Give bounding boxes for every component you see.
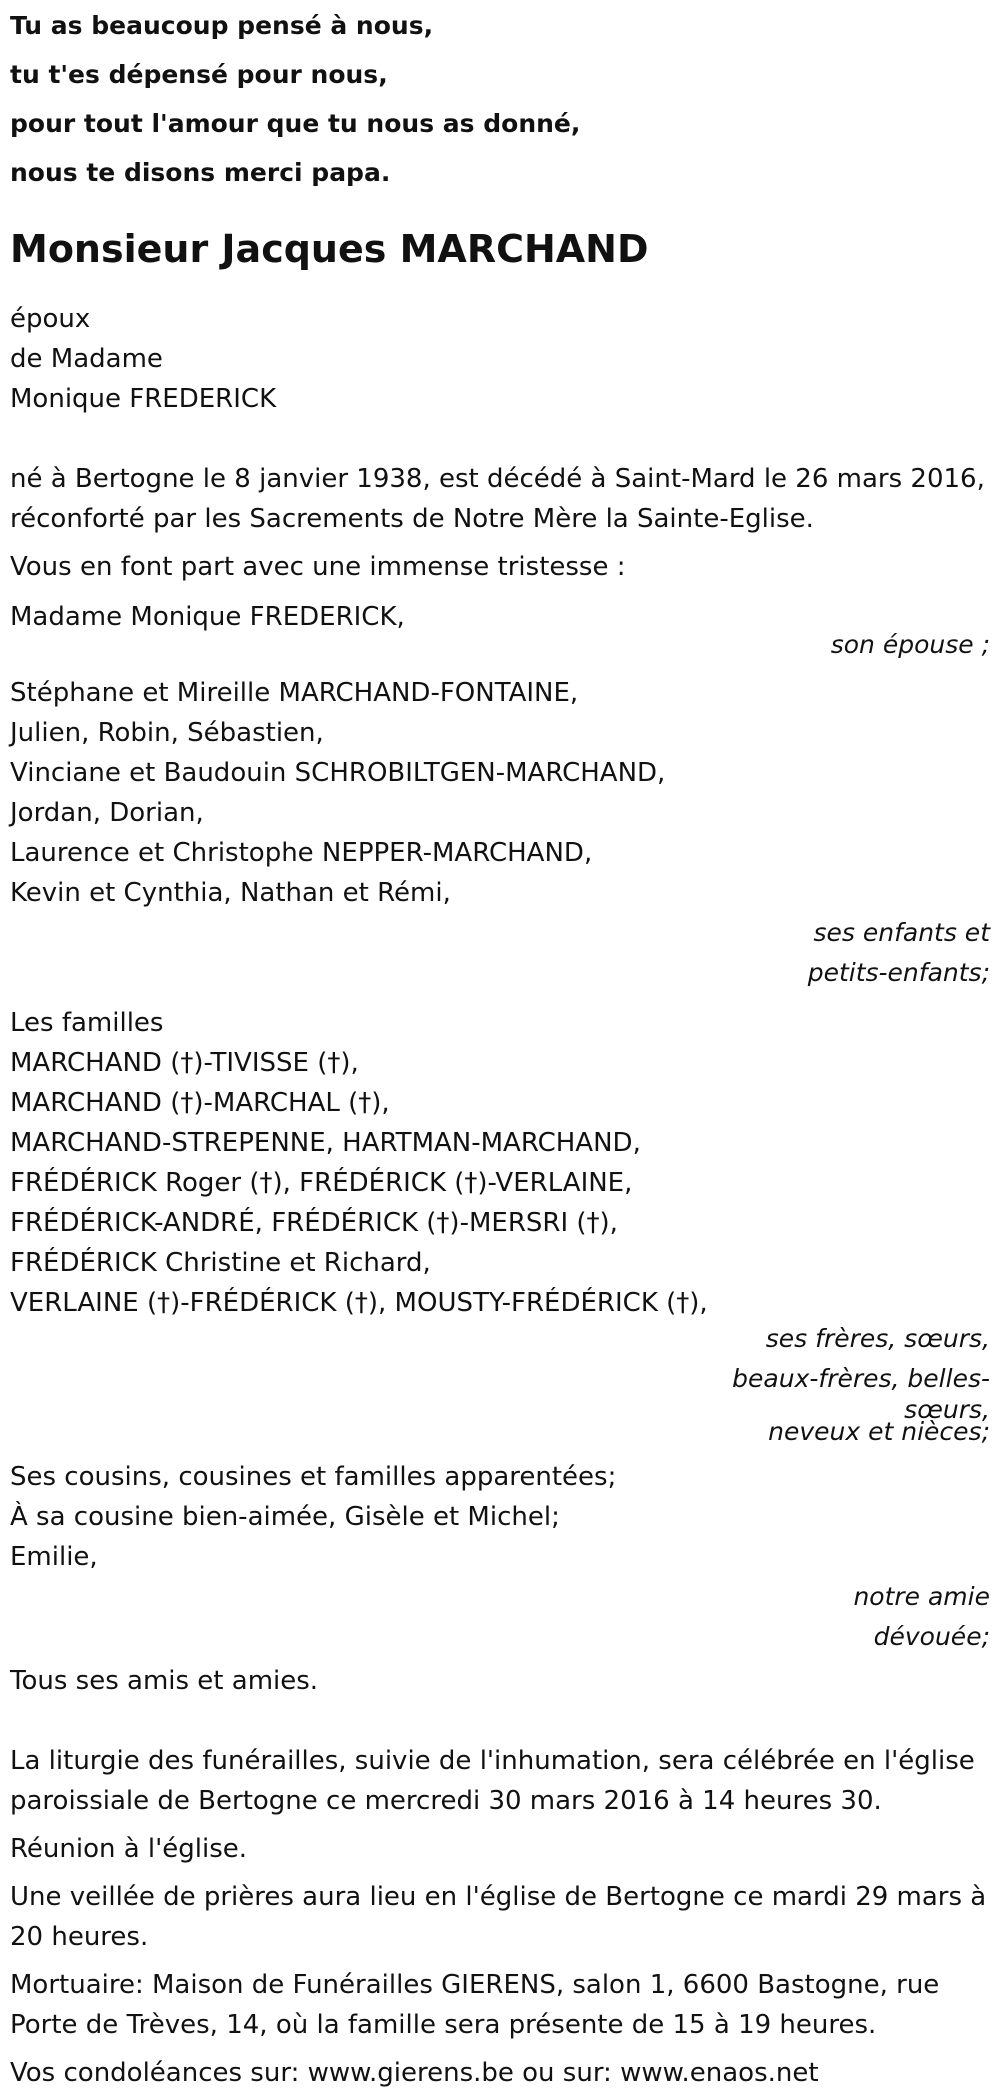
condolences-info: Vos condoléances sur: www.gierens.be ou sur: www.enaos.net (10, 2058, 819, 2088)
children-role: ses enfants et (813, 918, 990, 947)
family-line: Les familles (10, 1008, 164, 1038)
cousin-line: Emilie, (10, 1542, 98, 1572)
family-line: FRÉDÉRICK-ANDRÉ, FRÉDÉRICK (†)-MERSRI (†), (10, 1208, 618, 1238)
spouse-line: époux (10, 304, 91, 334)
birth-death-line: réconforté par les Sacrements de Notre Mère la Sainte-Eglise. (10, 504, 814, 534)
spouse-line: de Madame (10, 344, 163, 374)
wife-name: Madame Monique FREDERICK, (10, 602, 405, 632)
child-line: Kevin et Cynthia, Nathan et Rémi, (10, 878, 451, 908)
wife-entry (10, 597, 990, 665)
children-role: petits-enfants; (807, 958, 990, 987)
mortuary-info: Mortuaire: Maison de Funérailles GIERENS, salon 1, 6600 Bastogne, rue Porte de Trèves, 14, où la famille sera présente de 15 à 19 heures. (10, 1970, 940, 2040)
family-line: VERLAINE (†)-FRÉDÉRICK (†), MOUSTY-FRÉDÉRICK (†), (10, 1288, 708, 1318)
obituary-notice (10, 0, 990, 2093)
ceremony-info: La liturgie des funérailles, suivie de l'inhumation, sera célébrée en l'église paroissiale de Bertogne ce mercredi 30 mars 2016 à 14 heures 30. (10, 1746, 975, 1816)
cousins-entry (10, 1457, 990, 1657)
families-entry (10, 1003, 990, 1445)
child-line: Laurence et Christophe NEPPER-MARCHAND, (10, 838, 593, 868)
cousin-line: Ses cousins, cousines et familles apparentées; (10, 1462, 617, 1492)
family-line: MARCHAND-STREPENNE, HARTMAN-MARCHAND, (10, 1128, 641, 1158)
spouse-info (10, 299, 990, 419)
friends-line: Tous ses amis et amies. (10, 1666, 319, 1696)
meeting-info: Réunion à l'église. (10, 1834, 248, 1864)
families-role: beaux-frères, belles- (732, 1364, 990, 1393)
children-entry (10, 673, 990, 993)
vigil-info: Une veillée de prières aura lieu en l'église de Bertogne ce mardi 29 mars à 20 heures. (10, 1882, 987, 1952)
friend-role: notre amie (853, 1582, 990, 1611)
poem-line: pour tout l'amour que tu nous as donné, (10, 109, 581, 138)
deceased-name: Monsieur Jacques MARCHAND (10, 227, 649, 271)
dedication-poem (10, 0, 990, 197)
family-line: MARCHAND (†)-TIVISSE (†), (10, 1048, 359, 1078)
spouse-line: Monique FREDERICK (10, 384, 277, 414)
child-line: Jordan, Dorian, (10, 798, 204, 828)
poem-line: nous te disons merci papa. (10, 158, 391, 187)
family-line: FRÉDÉRICK Christine et Richard, (10, 1248, 431, 1278)
wife-role: son épouse ; (830, 630, 990, 659)
families-role-last: neveux et nièces; (768, 1417, 990, 1446)
announcement: Vous en font part avec une immense tristesse : (10, 552, 626, 582)
friend-role: dévouée; (873, 1622, 990, 1651)
family-line: FRÉDÉRICK Roger (†), FRÉDÉRICK (†)-VERLAINE, (10, 1168, 633, 1198)
families-role: ses frères, sœurs, (765, 1324, 990, 1353)
child-line: Julien, Robin, Sébastien, (10, 718, 324, 748)
child-line: Stéphane et Mireille MARCHAND-FONTAINE, (10, 678, 579, 708)
child-line: Vinciane et Baudouin SCHROBILTGEN-MARCHAND, (10, 758, 666, 788)
cousin-line: À sa cousine bien-aimée, Gisèle et Michel; (10, 1502, 560, 1532)
birth-death-info (10, 459, 990, 539)
poem-line: Tu as beaucoup pensé à nous, (10, 11, 434, 40)
families-role: sœurs, (904, 1395, 990, 1424)
poem-line: tu t'es dépensé pour nous, (10, 60, 388, 89)
birth-death-line: né à Bertogne le 8 janvier 1938, est décédé à Saint-Mard le 26 mars 2016, (10, 464, 985, 494)
family-line: MARCHAND (†)-MARCHAL (†), (10, 1088, 390, 1118)
